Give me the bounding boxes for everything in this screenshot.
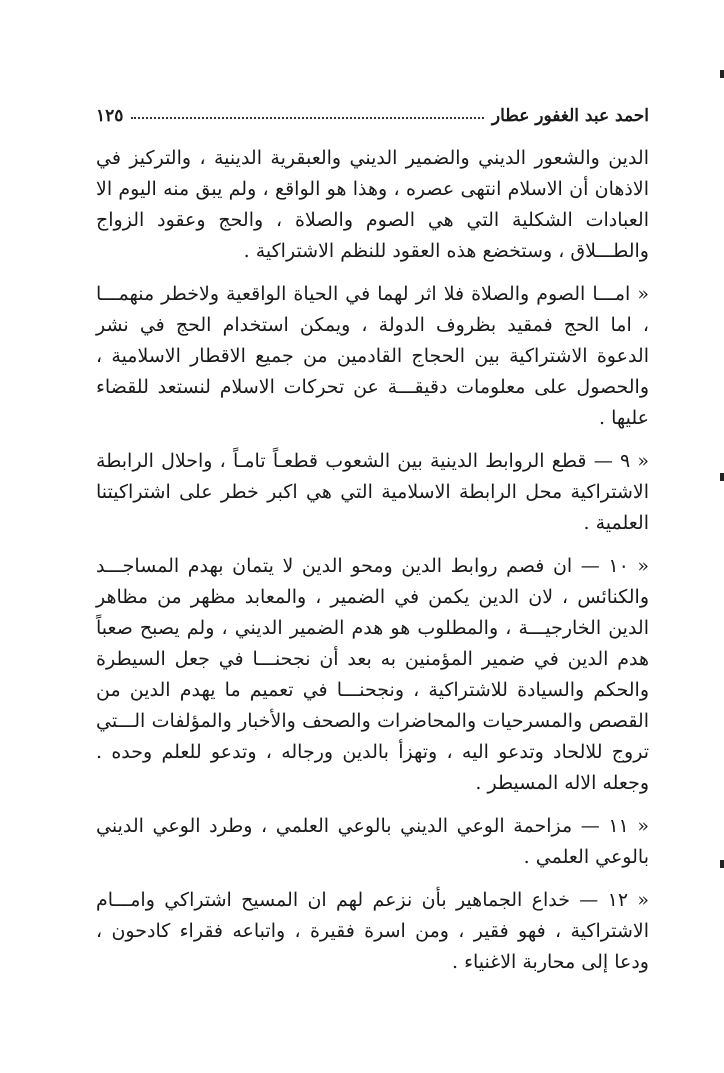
paragraph-6: « ١٢ — خداع الجماهير بأن نزعم لهم ان المسيح اشتراكي وامـــام الاشتراكية ، فهو فقير ، ومن اسرة فقيرة ، واتباعه فقراء كادحون ، ودعا إلى محاربة الاغنياء . bbox=[96, 889, 649, 973]
scan-edge-mark bbox=[720, 860, 724, 868]
scan-edge-mark bbox=[720, 70, 724, 78]
body-text bbox=[96, 143, 649, 990]
paragraph-3: « ٩ — قطع الروابط الدينية بين الشعوب قطعـاً تامـاً ، واحلال الرابطة الاشتراكية محل الرابطة الاسلامية التي هي اكبر خطر على اشتراكيتنا العلمية . bbox=[96, 450, 649, 534]
page-number: ١٢٥ bbox=[96, 106, 124, 126]
paragraph-1: الدين والشعور الديني والضمير الديني والعبقرية الدينية ، والتركيز في الاذهان أن الاسلام انتهى عصره ، وهذا هو الواقع ، ولم يبق منه اليوم الا العبادات الشكلية التي هي الصوم والصلاة ، والحج وعقود الزواج والطـــلاق ، وستخضع هذه العقود للنظم الاشتراكية . bbox=[96, 147, 649, 262]
paragraph-4: « ١٠ — ان فصم روابط الدين ومحو الدين لا يتمان بهدم المساجـــد والكنائس ، لان الدين يكمن في الضمير ، والمعابد مظهر من مظاهر الدين الخارجيـــة ، والمطلوب هو هدم الضمير الديني ، ولم يصبح صعباً هدم الدين في ضمير المؤمنين به بعد أن نجحنـــا في جعل السيطرة والحكم والسيادة للاشتراكية ، ونجحنـــا في تعميم ما يهدم الدين من القصص والمسرحيات والمحاضرات والصحف والأخبار والمؤلفات الـــتي تروج للالحاد وتدعو اليه ، وتهزأ بالدين ورجاله ، وتدعو للعلم وحده . وجعله الاله المسيطر . bbox=[96, 555, 650, 794]
scan-edge-mark bbox=[720, 473, 724, 481]
paragraph-5: « ١١ — مزاحمة الوعي الديني بالوعي العلمي ، وطرد الوعي الديني بالوعي العلمي . bbox=[96, 815, 649, 868]
running-title: احمد عبد الغفور عطار bbox=[491, 106, 649, 126]
paragraph-2: « امـــا الصوم والصلاة فلا اثر لهما في الحياة الواقعية ولاخطر منهمـــا ، اما الحج فمقيد بظروف الدولة ، ويمكن استخدام الحج في نشر الدعوة الاشتراكية بين الحجاج القادمين من جميع الاقطار الاسلامية ، والحصول على معلومات دقيقـــة عن تحركات الاسلام لنستعد للقضاء عليها . bbox=[96, 283, 649, 429]
page-header bbox=[96, 104, 649, 128]
header-dotted-leader bbox=[131, 117, 483, 119]
